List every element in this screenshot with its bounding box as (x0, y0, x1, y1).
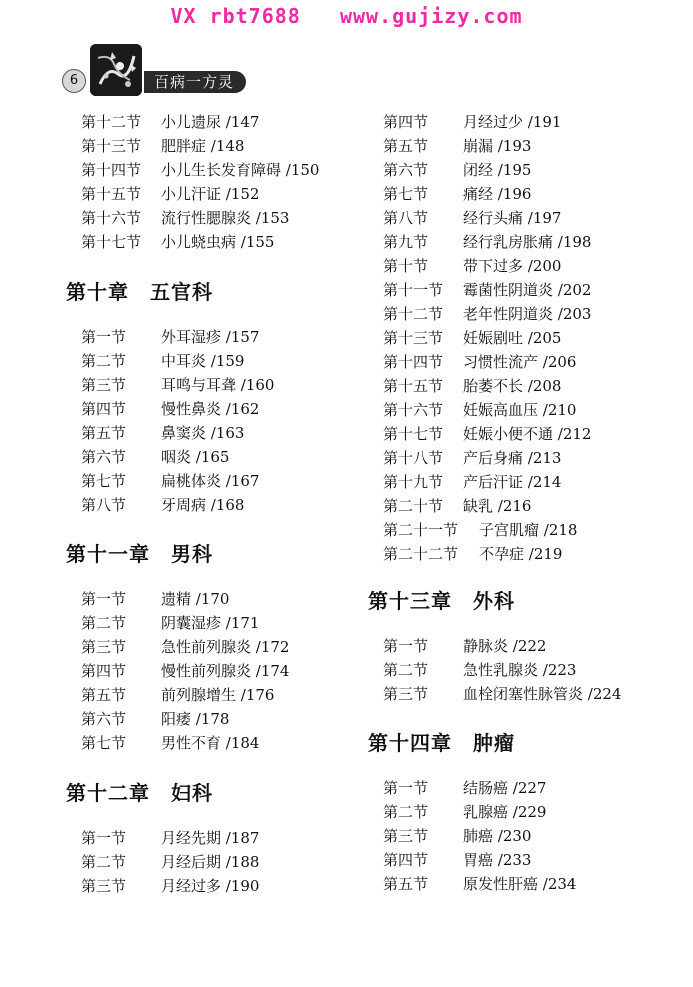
section-title: 前列腺增生 /176 (161, 686, 275, 704)
toc-entry (66, 611, 366, 635)
chapter-block (368, 730, 688, 896)
toc-entry (66, 397, 366, 421)
section-number: 第七节 (81, 472, 127, 490)
section-title: 遗精 /170 (161, 590, 230, 608)
chapter-block (66, 541, 366, 755)
section-number: 第十四节 (81, 161, 142, 179)
section-title: 小儿遗尿 /147 (161, 113, 260, 131)
toc-entry (66, 826, 366, 850)
chapter-title: 第十二章 妇科 (66, 781, 213, 805)
section-title: 扁桃体炎 /167 (161, 472, 260, 490)
toc-entry (368, 230, 688, 254)
toc-entry (66, 230, 366, 254)
toc-entry (66, 206, 366, 230)
section-title: 静脉炎 /222 (463, 637, 547, 655)
section-number: 第十二节 (81, 113, 142, 131)
section-number: 第三节 (81, 376, 127, 394)
section-title: 小儿汗证 /152 (161, 185, 260, 203)
toc-entry (368, 422, 688, 446)
section-number: 第四节 (383, 851, 429, 869)
section-title: 不孕症 /219 (479, 545, 563, 563)
toc-entry (66, 469, 366, 493)
section-number: 第二节 (383, 803, 429, 821)
section-title: 慢性前列腺炎 /174 (161, 662, 290, 680)
section-title: 耳鸣与耳聋 /160 (161, 376, 275, 394)
section-number: 第二节 (81, 853, 127, 871)
toc-entry (368, 470, 688, 494)
section-number: 第六节 (81, 448, 127, 466)
section-title: 老年性阴道炎 /203 (463, 305, 592, 323)
section-number: 第二节 (81, 352, 127, 370)
section-title: 中耳炎 /159 (161, 352, 245, 370)
toc-entry (66, 158, 366, 182)
section-number: 第十四节 (383, 353, 444, 371)
toc-entry (66, 182, 366, 206)
section-number: 第三节 (383, 827, 429, 845)
toc-entry (66, 134, 366, 158)
page-header (62, 44, 262, 96)
section-number: 第十七节 (81, 233, 142, 251)
section-title: 妊娠剧吐 /205 (463, 329, 562, 347)
section-number: 第十二节 (383, 305, 444, 323)
section-number: 第一节 (81, 328, 127, 346)
section-title: 阳痿 /178 (161, 710, 230, 728)
section-title: 原发性肝癌 /234 (463, 875, 577, 893)
section-title: 结肠癌 /227 (463, 779, 547, 797)
section-title: 鼻窦炎 /163 (161, 424, 245, 442)
section-title: 妊娠小便不通 /212 (463, 425, 592, 443)
section-number: 第七节 (383, 185, 429, 203)
section-number: 第十五节 (383, 377, 444, 395)
section-number: 第一节 (81, 590, 127, 608)
section-number: 第六节 (383, 161, 429, 179)
section-title: 外耳湿疹 /157 (161, 328, 260, 346)
section-number: 第二节 (383, 661, 429, 679)
section-number: 第十节 (383, 257, 429, 275)
section-title: 月经过多 /190 (161, 877, 260, 895)
section-number: 第六节 (81, 710, 127, 728)
toc-entry (368, 254, 688, 278)
section-title: 咽炎 /165 (161, 448, 230, 466)
section-title: 慢性鼻炎 /162 (161, 400, 260, 418)
toc-entry (368, 326, 688, 350)
section-number: 第八节 (81, 496, 127, 514)
section-title: 血栓闭塞性脉管炎 /224 (463, 685, 622, 703)
section-number: 第十五节 (81, 185, 142, 203)
section-number: 第十一节 (383, 281, 444, 299)
chapter-block (66, 780, 366, 898)
toc-entry (368, 776, 688, 800)
section-number: 第七节 (81, 734, 127, 752)
toc-entry (368, 110, 688, 134)
section-number: 第四节 (81, 400, 127, 418)
section-title: 习惯性流产 /206 (463, 353, 577, 371)
toc-entry (66, 874, 366, 898)
toc-left-column (66, 110, 366, 898)
toc-entry (66, 707, 366, 731)
toc-entry (368, 446, 688, 470)
section-title: 阴囊湿疹 /171 (161, 614, 260, 632)
section-number: 第二十节 (383, 497, 444, 515)
toc-entry (368, 658, 688, 682)
toc-entry (66, 421, 366, 445)
toc-entry (368, 182, 688, 206)
section-number: 第五节 (383, 875, 429, 893)
toc-entry (66, 659, 366, 683)
section-title: 经行头痛 /197 (463, 209, 562, 227)
section-number: 第一节 (383, 779, 429, 797)
toc-entry (368, 824, 688, 848)
toc-entry (368, 634, 688, 658)
toc-entry (368, 278, 688, 302)
section-number: 第四节 (383, 113, 429, 131)
toc-entry (66, 373, 366, 397)
section-title: 子宫肌瘤 /218 (479, 521, 578, 539)
toc-entry-group (66, 110, 366, 254)
section-number: 第十八节 (383, 449, 444, 467)
section-title: 痛经 /196 (463, 185, 532, 203)
page-number: 6 (62, 69, 86, 93)
section-number: 第十九节 (383, 473, 444, 491)
toc-entry (66, 325, 366, 349)
toc-entry (368, 542, 688, 566)
section-title: 肺癌 /230 (463, 827, 532, 845)
section-title: 月经过少 /191 (463, 113, 562, 131)
header-emblem-icon (90, 44, 142, 96)
section-number: 第三节 (383, 685, 429, 703)
section-title: 急性乳腺炎 /223 (463, 661, 577, 679)
section-title: 月经先期 /187 (161, 829, 260, 847)
toc-entry (66, 587, 366, 611)
section-number: 第四节 (81, 662, 127, 680)
section-number: 第一节 (81, 829, 127, 847)
section-number: 第九节 (383, 233, 429, 251)
toc-entry (368, 800, 688, 824)
section-title: 经行乳房胀痛 /198 (463, 233, 592, 251)
toc-entry (66, 349, 366, 373)
section-title: 小儿生长发育障碍 /150 (161, 161, 320, 179)
section-title: 缺乳 /216 (463, 497, 532, 515)
section-number: 第二十一节 (383, 521, 459, 539)
section-number: 第三节 (81, 638, 127, 656)
section-number: 第十七节 (383, 425, 444, 443)
toc-entry (66, 493, 366, 517)
toc-entry-group (368, 110, 688, 566)
toc-entry (66, 635, 366, 659)
toc-entry (66, 445, 366, 469)
chapter-block (66, 279, 366, 517)
section-number: 第十三节 (81, 137, 142, 155)
section-title: 闭经 /195 (463, 161, 532, 179)
section-title: 乳腺癌 /229 (463, 803, 547, 821)
section-number: 第八节 (383, 209, 429, 227)
section-number: 第十三节 (383, 329, 444, 347)
toc-entry (66, 850, 366, 874)
toc-entry (66, 683, 366, 707)
section-title: 小儿蛲虫病 /155 (161, 233, 275, 251)
toc-entry (368, 848, 688, 872)
section-title: 产后身痛 /213 (463, 449, 562, 467)
section-number: 第十六节 (383, 401, 444, 419)
toc-entry (368, 494, 688, 518)
section-title: 男性不育 /184 (161, 734, 260, 752)
section-title: 月经后期 /188 (161, 853, 260, 871)
section-title: 胃癌 /233 (463, 851, 532, 869)
section-number: 第二节 (81, 614, 127, 632)
toc-entry (368, 872, 688, 896)
section-title: 霉菌性阴道炎 /202 (463, 281, 592, 299)
chapter-title: 第十三章 外科 (368, 589, 515, 613)
section-title: 流行性腮腺炎 /153 (161, 209, 290, 227)
section-number: 第二十二节 (383, 545, 459, 563)
section-number: 第五节 (81, 424, 127, 442)
section-title: 肥胖症 /148 (161, 137, 245, 155)
section-number: 第五节 (383, 137, 429, 155)
toc-entry (368, 682, 688, 706)
section-title: 带下过多 /200 (463, 257, 562, 275)
toc-entry (368, 134, 688, 158)
toc-entry (368, 302, 688, 326)
section-title: 产后汗证 /214 (463, 473, 562, 491)
toc-right-column (368, 110, 688, 896)
watermark-text: VX rbt7688 www.gujizy.com (170, 4, 523, 28)
section-title: 妊娠高血压 /210 (463, 401, 577, 419)
section-title: 胎萎不长 /208 (463, 377, 562, 395)
chapter-block (368, 588, 688, 706)
section-number: 第十六节 (81, 209, 142, 227)
book-title: 百病一方灵 (144, 71, 246, 93)
chapter-title: 第十一章 男科 (66, 542, 213, 566)
toc-entry (66, 110, 366, 134)
toc-entry (368, 350, 688, 374)
chapter-title: 第十四章 肿瘤 (368, 731, 515, 755)
toc-entry (368, 398, 688, 422)
toc-entry (66, 731, 366, 755)
section-number: 第五节 (81, 686, 127, 704)
section-number: 第三节 (81, 877, 127, 895)
section-title: 牙周病 /168 (161, 496, 245, 514)
section-title: 急性前列腺炎 /172 (161, 638, 290, 656)
section-number: 第一节 (383, 637, 429, 655)
toc-entry (368, 206, 688, 230)
toc-entry (368, 518, 688, 542)
toc-entry (368, 374, 688, 398)
toc-entry (368, 158, 688, 182)
section-title: 崩漏 /193 (463, 137, 532, 155)
chapter-title: 第十章 五官科 (66, 280, 213, 304)
